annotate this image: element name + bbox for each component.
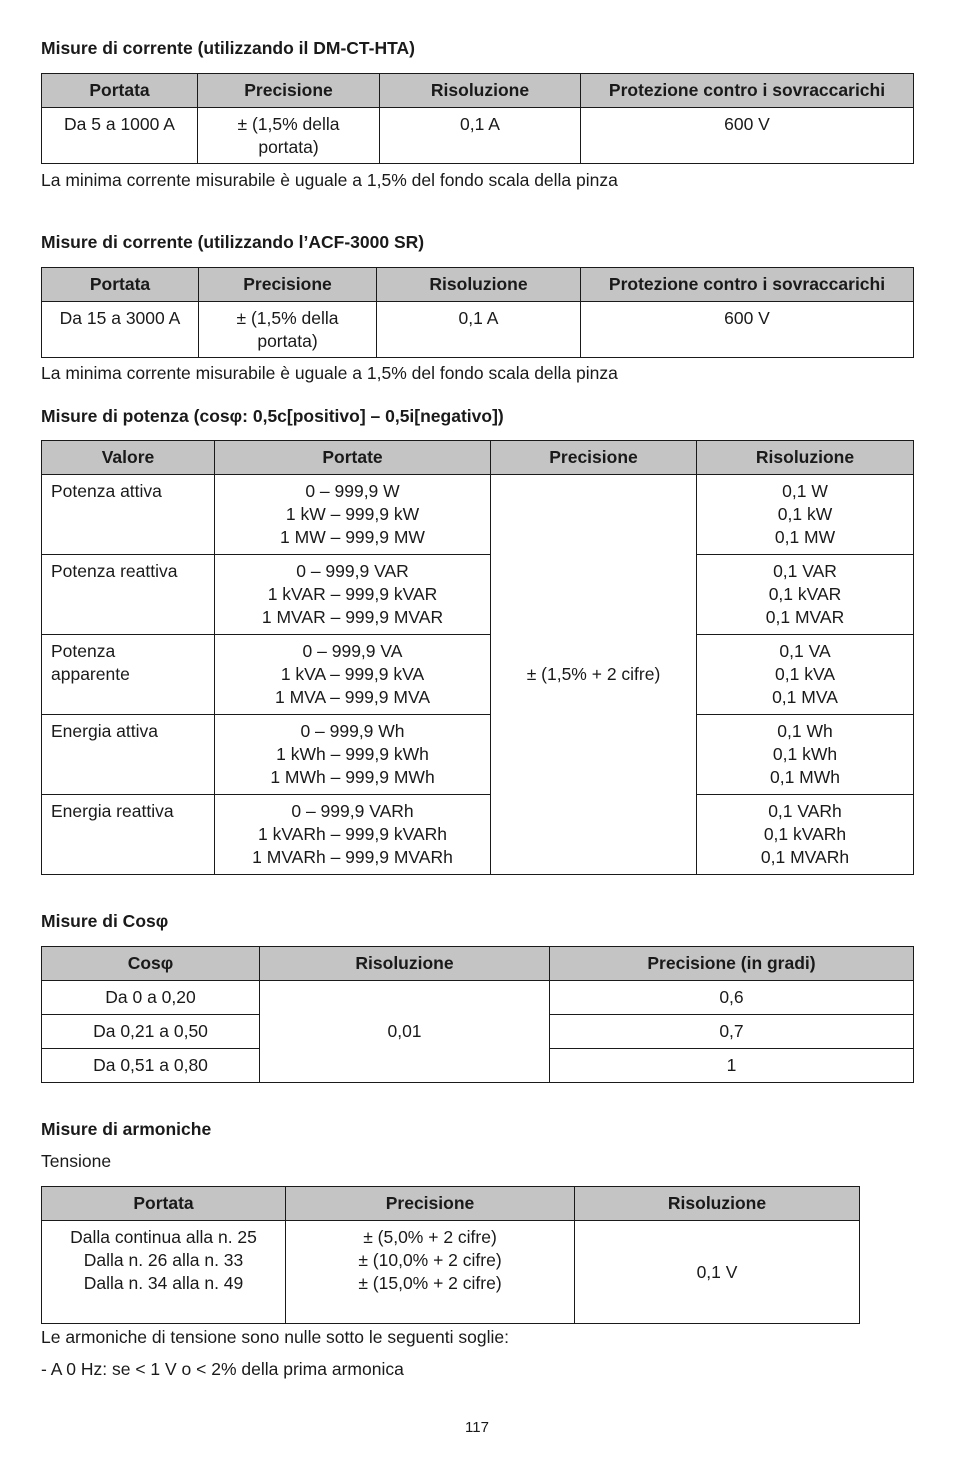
header-precisione: Precisione bbox=[491, 441, 697, 475]
harmonics-table bbox=[41, 1186, 860, 1324]
header-risoluzione: Risoluzione bbox=[260, 947, 550, 981]
cosphi-table bbox=[41, 946, 914, 1083]
cell-ranges: 0 – 999,9 VARh 1 kVARh – 999,9 kVARh 1 MVARh – 999,9 MVARh bbox=[215, 795, 491, 875]
cell-precision-degrees: 1 bbox=[550, 1049, 914, 1083]
cell-resolutions: 0,1 Wh 0,1 kWh 0,1 MWh bbox=[697, 715, 914, 795]
cell-value-name: Potenza attiva bbox=[42, 475, 215, 555]
cell-cosphi-range: Da 0,21 a 0,50 bbox=[42, 1015, 260, 1049]
current-table-dm-ct-hta bbox=[41, 73, 914, 164]
cell-cosphi-range: Da 0 a 0,20 bbox=[42, 981, 260, 1015]
header-protezione: Protezione contro i sovraccarichi bbox=[581, 268, 914, 302]
cell-resolutions: 0,1 W 0,1 kW 0,1 MW bbox=[697, 475, 914, 555]
cell-cosphi-range: Da 0,51 a 0,80 bbox=[42, 1049, 260, 1083]
header-precisione: Precisione bbox=[199, 268, 377, 302]
cell-resolutions: 0,1 VARh 0,1 kVARh 0,1 MVARh bbox=[697, 795, 914, 875]
cell-ranges: 0 – 999,9 VAR 1 kVAR – 999,9 kVAR 1 MVAR – 999,9 MVAR bbox=[215, 555, 491, 635]
current-table-acf-3000 bbox=[41, 267, 914, 358]
header-cosphi: Cosφ bbox=[42, 947, 260, 981]
cell-value-name: Potenza apparente bbox=[42, 635, 215, 715]
cell-ranges: 0 – 999,9 W 1 kW – 999,9 kW 1 MW – 999,9 MW bbox=[215, 475, 491, 555]
cell-precision-merged: ± (1,5% + 2 cifre) bbox=[491, 475, 697, 875]
header-portata: Portata bbox=[42, 268, 199, 302]
section-title-harmonics: Misure di armoniche bbox=[41, 1119, 212, 1139]
cell-precision: ± (1,5% della portata) bbox=[198, 108, 380, 164]
header-risoluzione: Risoluzione bbox=[377, 268, 581, 302]
cell-resolutions: 0,1 VA 0,1 kVA 0,1 MVA bbox=[697, 635, 914, 715]
cell-value-name: Potenza reattiva bbox=[42, 555, 215, 635]
header-precisione-gradi: Precisione (in gradi) bbox=[550, 947, 914, 981]
header-risoluzione: Risoluzione bbox=[697, 441, 914, 475]
cell-resolution-merged: 0,01 bbox=[260, 981, 550, 1083]
cell-harmonic-precisions: ± (5,0% + 2 cifre) ± (10,0% + 2 cifre) ± (15,0% + 2 cifre) bbox=[286, 1221, 575, 1324]
cell-resolution: 0,1 A bbox=[377, 302, 581, 358]
cell-protection: 600 V bbox=[581, 108, 914, 164]
header-portata: Portata bbox=[42, 1187, 286, 1221]
note-harmonic-thresholds: Le armoniche di tensione sono nulle sotto le seguenti soglie: bbox=[41, 1327, 509, 1347]
section-title-current-acf-3000: Misure di corrente (utilizzando l’ACF-3000 SR) bbox=[41, 232, 425, 252]
cell-precision: ± (1,5% della portata) bbox=[199, 302, 377, 358]
cell-range: Da 15 a 3000 A bbox=[42, 302, 199, 358]
cell-resolution: 0,1 A bbox=[380, 108, 581, 164]
power-table bbox=[41, 440, 914, 875]
cell-value-name: Energia reattiva bbox=[42, 795, 215, 875]
note-min-current-1: La minima corrente misurabile è uguale a 1,5% del fondo scala della pinza bbox=[41, 170, 618, 190]
section-title-cosphi: Misure di Cosφ bbox=[41, 911, 169, 931]
header-precisione: Precisione bbox=[286, 1187, 575, 1221]
cell-ranges: 0 – 999,9 VA 1 kVA – 999,9 kVA 1 MVA – 999,9 MVA bbox=[215, 635, 491, 715]
header-valore: Valore bbox=[42, 441, 215, 475]
cell-harmonic-ranges: Dalla continua alla n. 25 Dalla n. 26 alla n. 33 Dalla n. 34 alla n. 49 bbox=[42, 1221, 286, 1324]
note-harmonic-0hz: - A 0 Hz: se < 1 V o < 2% della prima armonica bbox=[41, 1359, 404, 1379]
section-title-power: Misure di potenza (cosφ: 0,5c[positivo] – 0,5i[negativo]) bbox=[41, 406, 504, 426]
cell-value-name: Energia attiva bbox=[42, 715, 215, 795]
cell-precision-degrees: 0,6 bbox=[550, 981, 914, 1015]
header-portata: Portata bbox=[42, 74, 198, 108]
note-min-current-2: La minima corrente misurabile è uguale a 1,5% del fondo scala della pinza bbox=[41, 363, 618, 383]
cell-range: Da 5 a 1000 A bbox=[42, 108, 198, 164]
section-subtitle-voltage: Tensione bbox=[41, 1151, 112, 1171]
cell-harmonic-resolution: 0,1 V bbox=[575, 1221, 860, 1324]
cell-ranges: 0 – 999,9 Wh 1 kWh – 999,9 kWh 1 MWh – 999,9 MWh bbox=[215, 715, 491, 795]
header-portate: Portate bbox=[215, 441, 491, 475]
cell-precision-degrees: 0,7 bbox=[550, 1015, 914, 1049]
header-risoluzione: Risoluzione bbox=[575, 1187, 860, 1221]
cell-resolutions: 0,1 VAR 0,1 kVAR 0,1 MVAR bbox=[697, 555, 914, 635]
header-precisione: Precisione bbox=[198, 74, 380, 108]
header-protezione: Protezione contro i sovraccarichi bbox=[581, 74, 914, 108]
page-number: 117 bbox=[465, 1419, 489, 1436]
header-risoluzione: Risoluzione bbox=[380, 74, 581, 108]
cell-protection: 600 V bbox=[581, 302, 914, 358]
section-title-current-dm-ct-hta: Misure di corrente (utilizzando il DM-CT-HTA) bbox=[41, 38, 415, 58]
